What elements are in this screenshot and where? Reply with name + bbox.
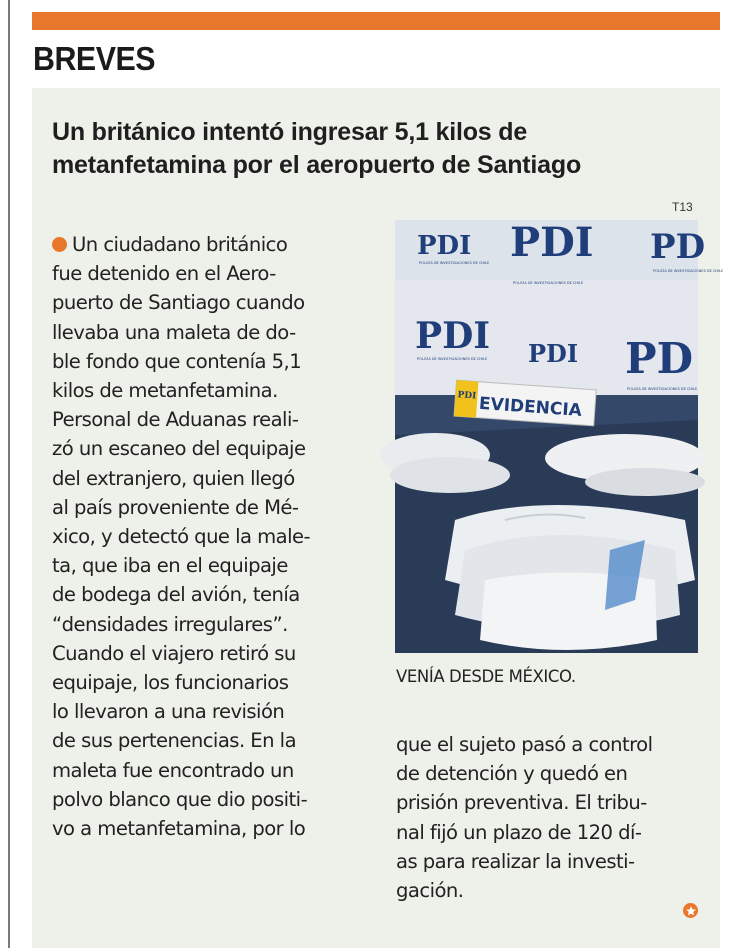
body-line: gación. bbox=[396, 879, 464, 903]
body-line: maleta fue encontrado un bbox=[52, 758, 294, 782]
pdi-logo: PDI bbox=[510, 219, 594, 266]
body-line: lo llevaron a una revisión bbox=[52, 700, 285, 724]
body-line: del extranjero, quien llegó bbox=[52, 466, 295, 490]
section-title: BREVES bbox=[33, 40, 156, 77]
body-line: al país proveniente de Mé- bbox=[52, 495, 299, 519]
body-line: vo a metanfetamina, por lo bbox=[52, 817, 306, 841]
evidence-photo bbox=[395, 219, 724, 653]
sign-pdi-logo: PDI bbox=[457, 390, 477, 402]
headline-line: metanfetamina por el aeropuerto de Santiago bbox=[52, 151, 582, 179]
end-of-article-icon bbox=[683, 903, 698, 918]
body-line: as para realizar la investi- bbox=[396, 849, 635, 873]
pdi-logo: PD bbox=[650, 227, 706, 267]
article-body-left-column bbox=[52, 230, 382, 843]
body-line: que el sujeto pasó a control bbox=[396, 733, 653, 756]
star-icon bbox=[685, 905, 697, 917]
section-accent-bar bbox=[32, 12, 720, 30]
evidence-sign-text: EVIDENCIA bbox=[478, 393, 583, 421]
pdi-logo: PD bbox=[625, 334, 694, 383]
photo-caption: VENÍA DESDE MÉXICO. bbox=[396, 667, 576, 686]
page-margin-rule bbox=[8, 0, 10, 948]
body-line: de sus pertenencias. En la bbox=[52, 729, 297, 753]
pdi-logo-subtext: POLICÍA DE INVESTIGACIONES DE CHILE bbox=[513, 281, 584, 285]
pdi-logo-subtext: POLICÍA DE INVESTIGACIONES DE CHILE bbox=[417, 357, 488, 361]
photo-credit: T13 bbox=[672, 200, 693, 214]
body-line: Personal de Aduanas reali- bbox=[52, 408, 299, 432]
body-line: ble fondo que contenía 5,1 bbox=[52, 349, 302, 373]
pdi-logo: PDI bbox=[417, 231, 472, 261]
pdi-logo-subtext: POLICÍA DE INVESTIGACIONES DE CHILE bbox=[419, 261, 490, 265]
body-line: fue detenido en el Aero- bbox=[52, 262, 276, 286]
evidence-photo-illustration bbox=[395, 219, 724, 653]
body-line: ta, que iba en el equipaje bbox=[52, 554, 288, 578]
pdi-logo: PDI bbox=[528, 339, 579, 368]
body-line: de bodega del avión, tenía bbox=[52, 583, 300, 607]
orange-bullet-icon bbox=[52, 237, 67, 252]
body-line: Cuando el viajero retiró su bbox=[52, 641, 296, 665]
body-line: llevaba una maleta de do- bbox=[52, 320, 296, 344]
pdi-logo-subtext: POLICÍA DE INVESTIGACIONES DE CHILE bbox=[627, 387, 698, 391]
body-line: puerto de Santiago cuando bbox=[52, 291, 305, 315]
article-headline bbox=[52, 116, 712, 182]
pdi-logo: PDI bbox=[415, 315, 491, 357]
body-line-first bbox=[52, 230, 382, 259]
body-line: zó un escaneo del equipaje bbox=[52, 437, 306, 461]
article-body-right-column bbox=[396, 730, 716, 905]
body-line: polvo blanco que dio positi- bbox=[52, 787, 308, 811]
body-line: equipaje, los funcionarios bbox=[52, 671, 289, 695]
body-line: de detención y quedó en bbox=[396, 762, 628, 786]
body-line: kilos de metanfetamina. bbox=[52, 379, 278, 403]
body-line: “densidades irregulares”. bbox=[52, 612, 288, 636]
pdi-logo-subtext: POLICÍA DE INVESTIGACIONES DE CHILE bbox=[653, 269, 724, 273]
body-line: xico, y detectó que la male- bbox=[52, 525, 311, 549]
headline-line: Un británico intentó ingresar 5,1 kilos de bbox=[52, 118, 528, 146]
body-line-text: Un ciudadano británico bbox=[72, 233, 288, 256]
body-line: nal fijó un plazo de 120 dí- bbox=[396, 820, 642, 844]
body-line: prisión preventiva. El tribu- bbox=[396, 791, 647, 815]
